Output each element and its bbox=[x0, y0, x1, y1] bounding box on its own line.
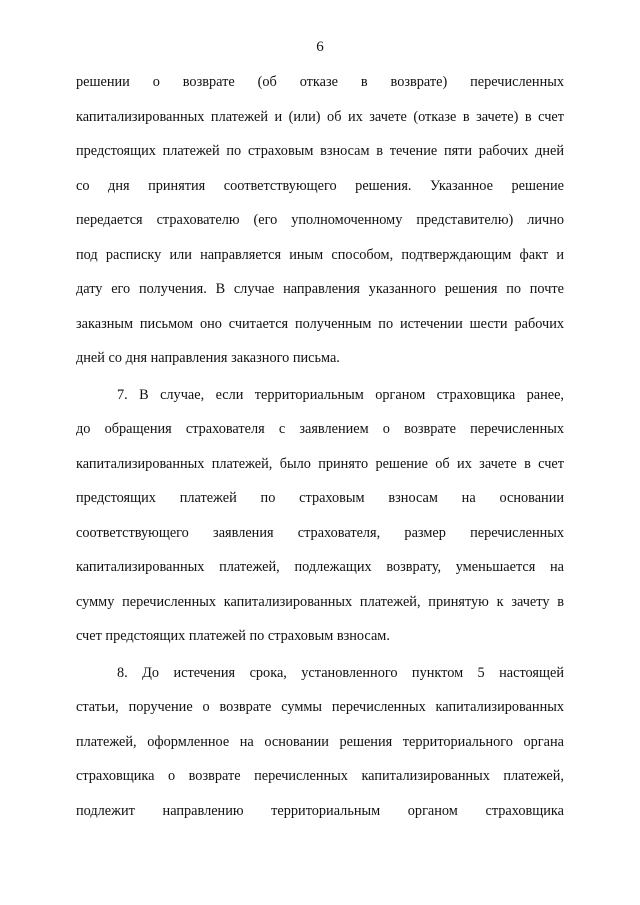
text-line: счет предстоящих платежей по страховым взносам. bbox=[76, 628, 390, 644]
text-line: заказным письмом оно считается полученным по истечении шести рабочих bbox=[76, 315, 564, 332]
text-line: соответствующего заявления страхователя, размер перечисленных bbox=[76, 524, 564, 541]
text-line: статьи, поручение о возврате суммы перечисленных капитализированных bbox=[76, 699, 564, 715]
text-line: решении о возврате (об отказе в возврате) перечисленных bbox=[76, 74, 564, 90]
text-line: платежей, оформленное на основании решения территориального органа bbox=[76, 733, 564, 750]
text-line: подлежит направлению территориальным органом страховщика bbox=[76, 802, 564, 819]
text-line: 8. До истечения срока, установленного пунктом 5 настоящей bbox=[117, 664, 564, 681]
text-line: передается страхователю (его уполномоченному представителю) лично bbox=[76, 212, 564, 228]
text-line: со дня принятия соответствующего решения. Указанное решение bbox=[76, 177, 564, 194]
text-line: капитализированных платежей, было принято решение об их зачете в счет bbox=[76, 455, 564, 472]
text-line: капитализированных платежей и (или) об их зачете (отказе в зачете) в счет bbox=[76, 108, 564, 125]
paragraph-7 bbox=[76, 383, 564, 659]
text-line: 7. В случае, если территориальным органом страховщика ранее, bbox=[117, 386, 564, 403]
text-line: предстоящих платежей по страховым взносам на основании bbox=[76, 490, 564, 506]
text-line: сумму перечисленных капитализированных платежей, принятую к зачету в bbox=[76, 593, 564, 610]
text-line: предстоящих платежей по страховым взносам в течение пяти рабочих дней bbox=[76, 143, 564, 159]
text-line: под расписку или направляется иным способом, подтверждающим факт и bbox=[76, 246, 564, 263]
text-line: страховщика о возврате перечисленных капитализированных платежей, bbox=[76, 768, 564, 784]
text-line: до обращения страхователя с заявлением о возврате перечисленных bbox=[76, 421, 564, 437]
text-line: дней со дня направления заказного письма. bbox=[76, 350, 340, 366]
paragraph-continuation bbox=[76, 70, 564, 381]
document-body bbox=[76, 70, 564, 833]
text-line: капитализированных платежей, подлежащих возврату, уменьшается на bbox=[76, 559, 564, 575]
text-line: дату его получения. В случае направления указанного решения по почте bbox=[76, 281, 564, 297]
paragraph-8 bbox=[76, 661, 564, 834]
page-number: 6 bbox=[316, 39, 324, 55]
